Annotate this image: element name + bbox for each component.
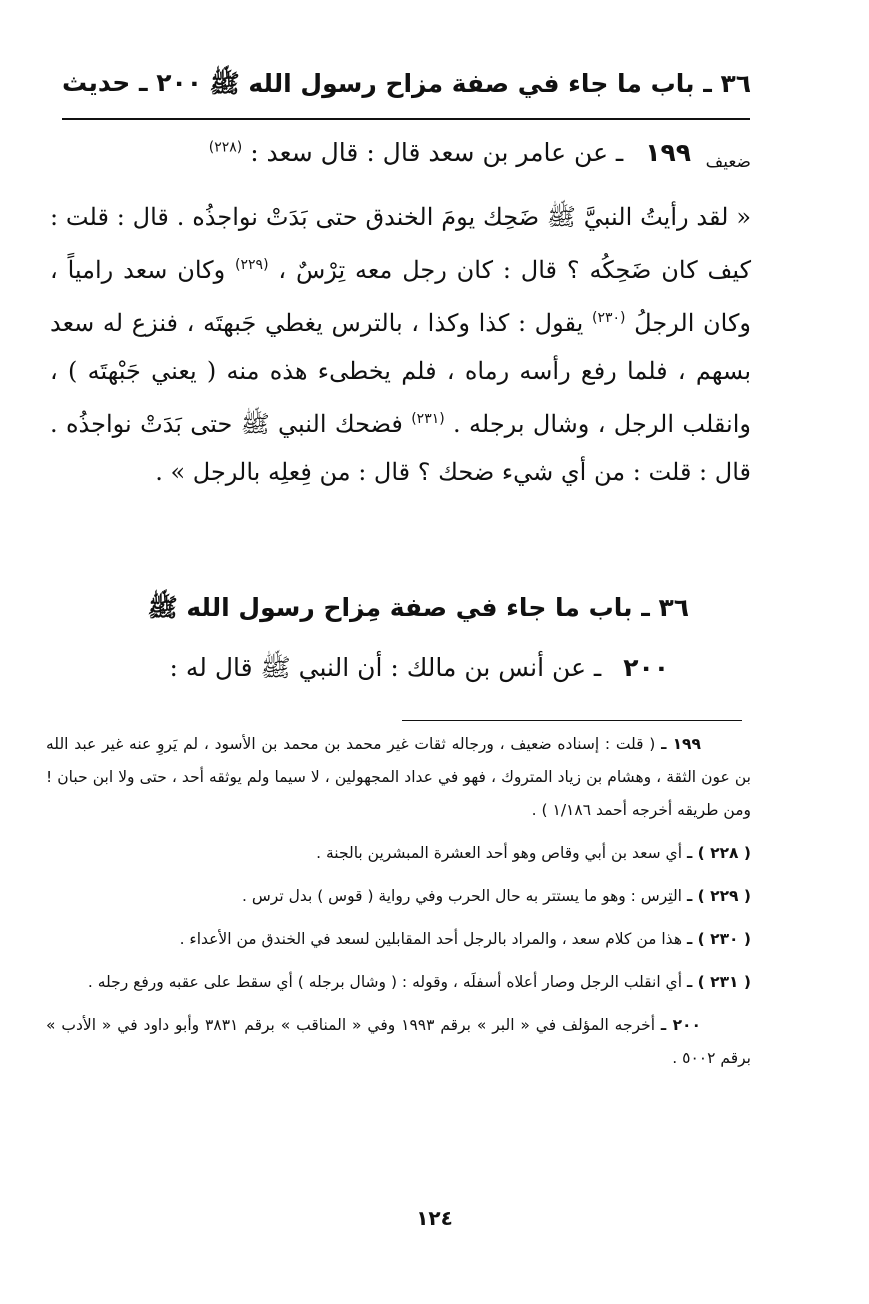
hadith-199-body <box>50 193 751 496</box>
footnote-ref-228[interactable]: (٢٢٨) <box>208 139 243 156</box>
footnote-label: ٢٠٠ ـ <box>660 1016 701 1034</box>
footnote-231 <box>46 966 751 999</box>
footnote-text: ( قلت : إسناده ضعيف ، ورجاله ثقات غير محمد بن محمد بن الأسود ، لم يَروِ عنه غير عبد الله بن عون الثقة ، وهشام بن زياد المتروك ، فهو في عداد المجهولين ، لا سيما ولم يوثقه أحد ، حتى ولا ابن حبان ! ومن طريقه أخرجه أحمد ١/١٨٦ ) . <box>46 735 751 819</box>
footnote-label: ١٩٩ ـ <box>661 735 701 753</box>
footnote-text: أي انقلب الرجل وصار أعلاه أسفلَه ، وقوله : ( وشال برجله ) أي سقط على عقبه ورفع رجله . <box>87 973 682 991</box>
footnote-text: هذا من كلام سعد ، والمراد بالرجل أحد المقابلين لسعد في الخندق من الأعداء . <box>179 930 682 948</box>
hadith-grade-label: ضعيف <box>705 152 751 172</box>
header-chapter-title: ٣٦ ـ باب ما جاء في صفة مزاح رسول الله ﷺ <box>209 69 751 98</box>
hadith-199-heading <box>150 138 691 167</box>
header-hadith-number: ٢٠٠ ـ حديث <box>62 68 203 97</box>
running-header <box>62 68 751 108</box>
footnotes-rule <box>402 720 742 721</box>
footnote-label: ( ٢٢٩ ) ـ <box>686 887 751 905</box>
footnote-text: أي سعد بن أبي وقاص وهو أحد العشرة المبشرين بالجنة . <box>316 844 682 862</box>
hadith-199-intro: ـ عن عامر بن سعد قال : قال سعد : <box>250 138 624 167</box>
hadith-199-number: ١٩٩ <box>645 138 691 167</box>
hadith-199-text-2: قال : قلت : كيف كان ضَحِكُه ؟ قال : كان رجل معه تِرْسٌ ، <box>50 203 751 284</box>
footnote-label: ( ٢٣٠ ) ـ <box>686 930 751 948</box>
footnote-ref-229[interactable]: (٢٢٩) <box>235 257 269 273</box>
footnote-ref-230[interactable]: (٢٣٠) <box>592 310 626 326</box>
chapter-heading: ٣٦ ـ باب ما جاء في صفة مِزاح رسول الله ﷺ <box>147 593 689 622</box>
footnote-label: ( ٢٢٨ ) ـ <box>686 844 751 862</box>
footnote-228 <box>46 837 751 870</box>
hadith-199-text-1: « لقد رأيتُ النبيَّ ﷺ ضَحِك يومَ الخندق حتى بَدَتْ نواجذُه . <box>176 203 751 231</box>
hadith-200-intro: ـ عن أنس بن مالك : أن النبي ﷺ قال له : <box>169 653 602 682</box>
page-number: ١٢٤ <box>416 1206 453 1230</box>
hadith-199-text-4: يقول : كذا وكذا ، بالترس يغطي جَبهتَه ، فنزع له سعد بسهم ، فلما رفع رأسه رماه ، فلم يخطىء هذه منه ( يعني جَبْهتَه ) ، وانقلب الرجل ، وشال برجله . <box>50 309 751 438</box>
footnote-label: ( ٢٣١ ) ـ <box>686 973 751 991</box>
footnote-text: التِرس : وهو ما يستتر به حال الحرب وفي رواية ( قوس ) بدل ترس . <box>242 887 682 905</box>
hadith-200-heading <box>150 652 669 689</box>
hadith-199-text-5: فضحك النبي ﷺ حتى بَدَتْ نواجذُه . قال : قلت : من أي شيء ضحك ؟ قال : من فِعلِه بالرجل » . <box>50 410 751 486</box>
footnote-200 <box>46 1009 751 1075</box>
footnote-230 <box>46 923 751 956</box>
header-rule <box>62 118 750 120</box>
hadith-200-number: ٢٠٠ <box>623 653 669 682</box>
footnote-199 <box>46 728 751 827</box>
footnote-ref-231[interactable]: (٢٣١) <box>411 411 445 427</box>
footnote-229 <box>46 880 751 913</box>
footnotes <box>46 728 751 1085</box>
footnote-text: أخرجه المؤلف في « البر » برقم ١٩٩٣ وفي « المناقب » برقم ٣٨٣١ وأبو داود في « الأدب » برقم ٥٠٠٢ . <box>46 1016 751 1067</box>
hadith-199-text-3: وكان سعد رامياً ، وكان الرجلُ <box>50 256 751 337</box>
